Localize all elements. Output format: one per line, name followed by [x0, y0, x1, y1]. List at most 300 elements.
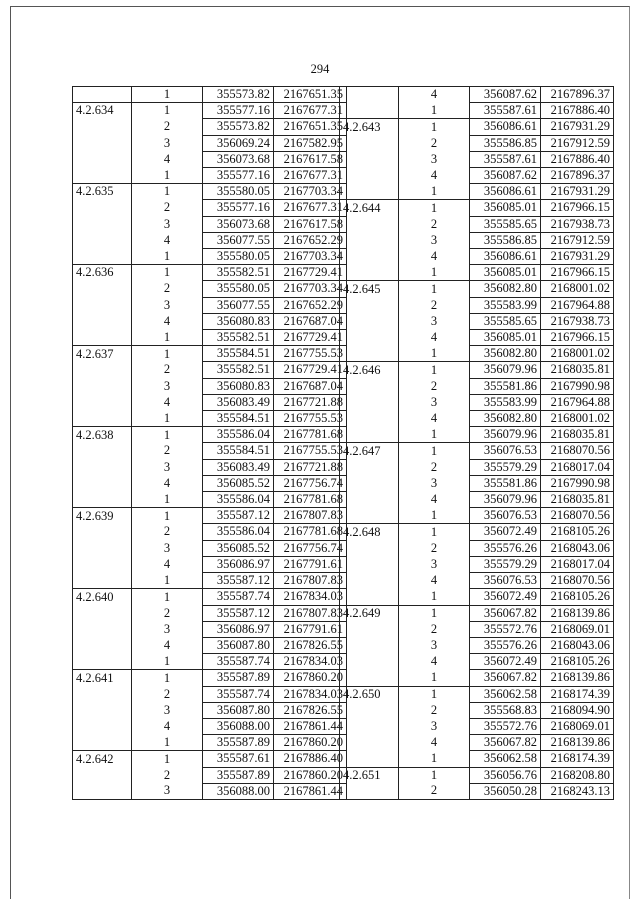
table-row: [340, 654, 614, 670]
y-coordinate: 2167703.34: [274, 184, 347, 200]
table-row: [340, 313, 614, 329]
table-row: [340, 492, 614, 508]
table-row: [340, 718, 614, 734]
y-coordinate: 2167931.29: [541, 184, 614, 200]
point-number: 4: [399, 168, 470, 184]
x-coordinate: 355572.76: [470, 718, 541, 734]
parcel-id: [340, 475, 399, 491]
point-number: 3: [132, 135, 203, 151]
coordinates-table-left: [72, 86, 347, 800]
parcel-id: [340, 508, 399, 524]
table-row: [73, 508, 347, 524]
parcel-id: [340, 621, 399, 637]
table-row: [73, 184, 347, 200]
point-number: 4: [399, 411, 470, 427]
x-coordinate: 355582.51: [203, 265, 274, 281]
y-coordinate: 2167651.35: [274, 119, 347, 135]
y-coordinate: 2167652.29: [274, 297, 347, 313]
y-coordinate: 2168105.26: [541, 654, 614, 670]
point-number: 1: [399, 362, 470, 378]
x-coordinate: 355586.85: [470, 135, 541, 151]
y-coordinate: 2168043.06: [541, 637, 614, 653]
x-coordinate: 355580.05: [203, 281, 274, 297]
y-coordinate: 2167966.15: [541, 330, 614, 346]
x-coordinate: 356080.83: [203, 313, 274, 329]
point-number: 3: [132, 540, 203, 556]
parcel-id: [340, 265, 399, 281]
point-number: 2: [132, 605, 203, 621]
parcel-id: [340, 330, 399, 346]
table-row: [73, 718, 347, 734]
point-number: 3: [399, 718, 470, 734]
parcel-id: [340, 216, 399, 232]
y-coordinate: 2167886.40: [274, 751, 347, 767]
table-row: [340, 443, 614, 459]
parcel-id: [73, 411, 132, 427]
x-coordinate: 355587.89: [203, 670, 274, 686]
table-row: [73, 411, 347, 427]
table-row: [73, 313, 347, 329]
table-row: [73, 475, 347, 491]
point-number: 1: [399, 427, 470, 443]
x-coordinate: 356077.55: [203, 232, 274, 248]
parcel-id: [73, 394, 132, 410]
point-number: 2: [399, 378, 470, 394]
parcel-id: [73, 556, 132, 572]
table-row: [340, 540, 614, 556]
parcel-id: [73, 200, 132, 216]
point-number: 3: [132, 702, 203, 718]
table-row: [340, 394, 614, 410]
parcel-id: [73, 119, 132, 135]
x-coordinate: 355586.04: [203, 492, 274, 508]
table-row: [340, 670, 614, 686]
y-coordinate: 2167964.88: [541, 297, 614, 313]
y-coordinate: 2168069.01: [541, 718, 614, 734]
point-number: 1: [399, 281, 470, 297]
y-coordinate: 2167687.04: [274, 378, 347, 394]
parcel-id: [73, 459, 132, 475]
table-row: [340, 346, 614, 362]
y-coordinate: 2167755.53: [274, 346, 347, 362]
x-coordinate: 356076.53: [470, 573, 541, 589]
table-row: [73, 556, 347, 572]
parcel-id: [340, 411, 399, 427]
x-coordinate: 355582.51: [203, 330, 274, 346]
y-coordinate: 2167729.41: [274, 265, 347, 281]
table-row: [340, 119, 614, 135]
x-coordinate: 355577.16: [203, 200, 274, 216]
point-number: 1: [132, 103, 203, 119]
y-coordinate: 2167703.34: [274, 281, 347, 297]
table-row: [73, 119, 347, 135]
table-row: [73, 168, 347, 184]
table-row: [73, 767, 347, 783]
parcel-id: 4.2.644: [340, 200, 399, 216]
parcel-id: [340, 87, 399, 103]
parcel-id: [340, 589, 399, 605]
x-coordinate: 356067.82: [470, 670, 541, 686]
y-coordinate: 2167677.31: [274, 168, 347, 184]
point-number: 2: [132, 686, 203, 702]
y-coordinate: 2167896.37: [541, 87, 614, 103]
point-number: 1: [132, 427, 203, 443]
x-coordinate: 355587.12: [203, 573, 274, 589]
parcel-id: [73, 605, 132, 621]
y-coordinate: 2167834.03: [274, 686, 347, 702]
table-row: [340, 475, 614, 491]
x-coordinate: 355587.89: [203, 735, 274, 751]
table-row: [340, 427, 614, 443]
parcel-id: 4.2.645: [340, 281, 399, 297]
x-coordinate: 355572.76: [470, 621, 541, 637]
y-coordinate: 2167582.95: [274, 135, 347, 151]
y-coordinate: 2167781.68: [274, 427, 347, 443]
y-coordinate: 2167791.61: [274, 556, 347, 572]
table-row: [340, 767, 614, 783]
point-number: 3: [132, 378, 203, 394]
table-row: [340, 216, 614, 232]
x-coordinate: 355581.86: [470, 475, 541, 491]
x-coordinate: 356076.53: [470, 443, 541, 459]
y-coordinate: 2167834.03: [274, 589, 347, 605]
y-coordinate: 2167617.58: [274, 151, 347, 167]
point-number: 1: [132, 168, 203, 184]
y-coordinate: 2168174.39: [541, 686, 614, 702]
x-coordinate: 355584.51: [203, 346, 274, 362]
x-coordinate: 356050.28: [470, 783, 541, 799]
parcel-id: [340, 184, 399, 200]
parcel-id: 4.2.637: [73, 346, 132, 362]
parcel-id: [73, 783, 132, 799]
parcel-id: [340, 492, 399, 508]
x-coordinate: 356069.24: [203, 135, 274, 151]
point-number: 3: [399, 394, 470, 410]
point-number: 2: [399, 783, 470, 799]
y-coordinate: 2168070.56: [541, 443, 614, 459]
x-coordinate: 356085.01: [470, 200, 541, 216]
parcel-id: [340, 297, 399, 313]
table-row: [340, 103, 614, 119]
y-coordinate: 2167966.15: [541, 265, 614, 281]
x-coordinate: 356082.80: [470, 411, 541, 427]
parcel-id: [73, 573, 132, 589]
x-coordinate: 355583.99: [470, 394, 541, 410]
y-coordinate: 2167966.15: [541, 200, 614, 216]
y-coordinate: 2167721.88: [274, 394, 347, 410]
x-coordinate: 356072.49: [470, 524, 541, 540]
x-coordinate: 355579.29: [470, 556, 541, 572]
y-coordinate: 2168001.02: [541, 411, 614, 427]
x-coordinate: 356086.97: [203, 621, 274, 637]
point-number: 1: [132, 184, 203, 200]
y-coordinate: 2167617.58: [274, 216, 347, 232]
point-number: 4: [132, 556, 203, 572]
point-number: 4: [132, 151, 203, 167]
y-coordinate: 2168043.06: [541, 540, 614, 556]
parcel-id: [73, 362, 132, 378]
parcel-id: [73, 718, 132, 734]
x-coordinate: 356082.80: [470, 281, 541, 297]
point-number: 3: [132, 297, 203, 313]
parcel-id: 4.2.643: [340, 119, 399, 135]
parcel-id: 4.2.642: [73, 751, 132, 767]
point-number: 3: [399, 232, 470, 248]
y-coordinate: 2167860.20: [274, 670, 347, 686]
point-number: 1: [399, 265, 470, 281]
y-coordinate: 2167826.55: [274, 637, 347, 653]
point-number: 1: [132, 735, 203, 751]
table-row: [340, 459, 614, 475]
parcel-id: [73, 475, 132, 491]
table-row: [73, 783, 347, 799]
table-row: [73, 686, 347, 702]
point-number: 1: [399, 686, 470, 702]
point-number: 1: [399, 443, 470, 459]
y-coordinate: 2167703.34: [274, 249, 347, 265]
y-coordinate: 2167834.03: [274, 654, 347, 670]
point-number: 2: [399, 297, 470, 313]
y-coordinate: 2167687.04: [274, 313, 347, 329]
parcel-id: 4.2.635: [73, 184, 132, 200]
table-row: [73, 200, 347, 216]
x-coordinate: 356083.49: [203, 459, 274, 475]
parcel-id: [73, 621, 132, 637]
parcel-id: [340, 702, 399, 718]
y-coordinate: 2168139.86: [541, 605, 614, 621]
parcel-id: [73, 767, 132, 783]
point-number: 2: [132, 767, 203, 783]
x-coordinate: 355580.05: [203, 249, 274, 265]
table-row: [340, 621, 614, 637]
point-number: 3: [132, 216, 203, 232]
table-row: [340, 751, 614, 767]
x-coordinate: 355577.16: [203, 103, 274, 119]
table-row: [73, 443, 347, 459]
table-row: [340, 411, 614, 427]
point-number: 4: [132, 637, 203, 653]
point-number: 1: [399, 119, 470, 135]
x-coordinate: 355584.51: [203, 443, 274, 459]
x-coordinate: 356088.00: [203, 783, 274, 799]
y-coordinate: 2167652.29: [274, 232, 347, 248]
table-row: [73, 589, 347, 605]
y-coordinate: 2167729.41: [274, 330, 347, 346]
point-number: 1: [132, 411, 203, 427]
y-coordinate: 2167938.73: [541, 313, 614, 329]
table-row: [73, 573, 347, 589]
page-number: 294: [310, 62, 330, 76]
x-coordinate: 355587.74: [203, 589, 274, 605]
parcel-id: 4.2.634: [73, 103, 132, 119]
x-coordinate: 356079.96: [470, 427, 541, 443]
x-coordinate: 355587.12: [203, 508, 274, 524]
parcel-id: [73, 492, 132, 508]
point-number: 4: [399, 654, 470, 670]
table-row: [73, 702, 347, 718]
y-coordinate: 2168069.01: [541, 621, 614, 637]
y-coordinate: 2167896.37: [541, 168, 614, 184]
point-number: 1: [132, 654, 203, 670]
table-row: [340, 184, 614, 200]
x-coordinate: 355568.83: [470, 702, 541, 718]
x-coordinate: 355579.29: [470, 459, 541, 475]
x-coordinate: 356076.53: [470, 508, 541, 524]
x-coordinate: 355587.61: [470, 103, 541, 119]
x-coordinate: 355587.61: [203, 751, 274, 767]
parcel-id: [73, 735, 132, 751]
point-number: 2: [132, 119, 203, 135]
parcel-id: 4.2.646: [340, 362, 399, 378]
parcel-id: [340, 394, 399, 410]
x-coordinate: 355582.51: [203, 362, 274, 378]
x-coordinate: 355585.65: [470, 313, 541, 329]
point-number: 3: [132, 621, 203, 637]
x-coordinate: 355576.26: [470, 637, 541, 653]
table-row: [73, 281, 347, 297]
parcel-id: 4.2.650: [340, 686, 399, 702]
parcel-id: 4.2.638: [73, 427, 132, 443]
parcel-id: [73, 654, 132, 670]
x-coordinate: 356086.61: [470, 184, 541, 200]
parcel-id: [73, 216, 132, 232]
y-coordinate: 2167791.61: [274, 621, 347, 637]
table-row: [73, 232, 347, 248]
y-coordinate: 2167886.40: [541, 151, 614, 167]
parcel-id: [73, 168, 132, 184]
x-coordinate: 356086.61: [470, 119, 541, 135]
point-number: 4: [399, 87, 470, 103]
table-row: [73, 103, 347, 119]
y-coordinate: 2168017.04: [541, 556, 614, 572]
x-coordinate: 356085.52: [203, 540, 274, 556]
x-coordinate: 356079.96: [470, 492, 541, 508]
parcel-id: [73, 443, 132, 459]
x-coordinate: 356087.80: [203, 637, 274, 653]
table-row: [73, 637, 347, 653]
parcel-id: 4.2.647: [340, 443, 399, 459]
parcel-id: [340, 540, 399, 556]
parcel-id: [73, 249, 132, 265]
point-number: 2: [132, 200, 203, 216]
y-coordinate: 2168017.04: [541, 459, 614, 475]
y-coordinate: 2168070.56: [541, 573, 614, 589]
x-coordinate: 356085.52: [203, 475, 274, 491]
parcel-id: [340, 103, 399, 119]
x-coordinate: 355584.51: [203, 411, 274, 427]
point-number: 1: [132, 492, 203, 508]
table-row: [340, 556, 614, 572]
table-row: [73, 216, 347, 232]
x-coordinate: 356073.68: [203, 216, 274, 232]
x-coordinate: 356073.68: [203, 151, 274, 167]
table-row: [340, 605, 614, 621]
x-coordinate: 356079.96: [470, 362, 541, 378]
y-coordinate: 2168035.81: [541, 427, 614, 443]
point-number: 4: [399, 573, 470, 589]
table-row: [73, 670, 347, 686]
point-number: 1: [132, 589, 203, 605]
parcel-id: [73, 151, 132, 167]
table-row: [73, 362, 347, 378]
x-coordinate: 356082.80: [470, 346, 541, 362]
x-coordinate: 356083.49: [203, 394, 274, 410]
point-number: 1: [132, 249, 203, 265]
y-coordinate: 2167860.20: [274, 735, 347, 751]
point-number: 1: [399, 605, 470, 621]
y-coordinate: 2167807.83: [274, 573, 347, 589]
x-coordinate: 356087.62: [470, 87, 541, 103]
parcel-id: [73, 135, 132, 151]
point-number: 1: [399, 200, 470, 216]
table-row: [73, 346, 347, 362]
x-coordinate: 355573.82: [203, 87, 274, 103]
point-number: 4: [399, 492, 470, 508]
parcel-id: [73, 524, 132, 540]
table-row: [73, 621, 347, 637]
point-number: 4: [132, 718, 203, 734]
x-coordinate: 355583.99: [470, 297, 541, 313]
parcel-id: [340, 151, 399, 167]
y-coordinate: 2168070.56: [541, 508, 614, 524]
parcel-id: [73, 232, 132, 248]
parcel-id: [73, 378, 132, 394]
y-coordinate: 2167651.35: [274, 87, 347, 103]
parcel-id: 4.2.641: [73, 670, 132, 686]
y-coordinate: 2168105.26: [541, 524, 614, 540]
x-coordinate: 355576.26: [470, 540, 541, 556]
table-row: [340, 702, 614, 718]
point-number: 3: [399, 556, 470, 572]
x-coordinate: 356087.62: [470, 168, 541, 184]
y-coordinate: 2168139.86: [541, 735, 614, 751]
point-number: 1: [399, 524, 470, 540]
y-coordinate: 2168094.90: [541, 702, 614, 718]
parcel-id: [340, 346, 399, 362]
x-coordinate: 355587.89: [203, 767, 274, 783]
x-coordinate: 355587.12: [203, 605, 274, 621]
x-coordinate: 355573.82: [203, 119, 274, 135]
table-row: [73, 87, 347, 103]
table-row: [73, 378, 347, 394]
y-coordinate: 2167677.31: [274, 200, 347, 216]
parcel-id: [73, 281, 132, 297]
parcel-id: [73, 313, 132, 329]
point-number: 1: [399, 508, 470, 524]
y-coordinate: 2167931.29: [541, 119, 614, 135]
point-number: 3: [399, 637, 470, 653]
y-coordinate: 2167807.83: [274, 605, 347, 621]
point-number: 2: [132, 281, 203, 297]
x-coordinate: 356085.01: [470, 265, 541, 281]
parcel-id: [340, 232, 399, 248]
x-coordinate: 355586.04: [203, 524, 274, 540]
table-row: [73, 330, 347, 346]
parcel-id: 4.2.649: [340, 605, 399, 621]
y-coordinate: 2168105.26: [541, 589, 614, 605]
point-number: 1: [399, 670, 470, 686]
point-number: 4: [399, 330, 470, 346]
x-coordinate: 356086.97: [203, 556, 274, 572]
x-coordinate: 356072.49: [470, 654, 541, 670]
table-row: [73, 735, 347, 751]
parcel-id: [340, 249, 399, 265]
point-number: 3: [132, 459, 203, 475]
table-row: [340, 297, 614, 313]
table-row: [73, 605, 347, 621]
parcel-id: [73, 637, 132, 653]
x-coordinate: 355587.74: [203, 654, 274, 670]
